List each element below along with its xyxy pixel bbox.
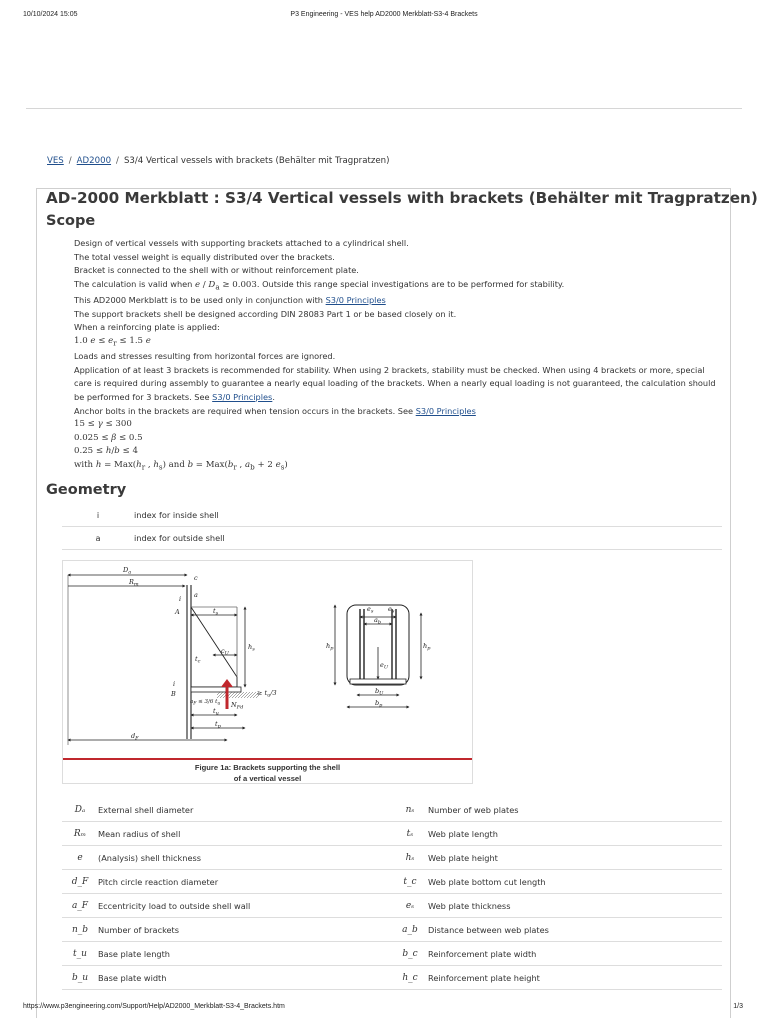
svg-text:tp: $t_p$ [215,720,221,730]
symbol: a_F [62,894,98,918]
print-page-number: 1/3 [733,1003,743,1010]
symbol-description: Pitch circle reaction diameter [98,870,392,894]
svg-text:eU: $e_U$ [380,661,389,671]
index-description: index for outside shell [134,527,722,550]
symbol-description: Mean radius of shell [98,822,392,846]
validity-formula: $e / D_a \ge 0.003$ [194,279,257,292]
symbol-description: Base plate length [98,942,392,966]
validity-text-tail: . Outside this range special investigations are to be performed for stability. [256,278,565,289]
scope-paragraph-text: Application of at least 3 brackets is recommended for stability. When using 2 brackets, stability must be checked. When using 4 brackets or more, special care is required during assembly to guarantee a nearly equal loading of the brackets. When a nearly equal loading is not guaranteed, the calculation should be performed for 3 brackets. See [74,364,716,402]
svg-text:≥ tu/3: ≥ $t_u/3$ [257,689,277,699]
scope-paragraph: Application of at least 3 brackets is recommended for stability. When using 2 brackets, stability must be checked. When using 4 brackets or more, special care is required during assembly to guarantee a nearly equal loading of the brackets. When a nearly equal loading is not guaranteed, the calculation should be performed for 3 brackets. See S3/0 Principles. [74,364,716,402]
bracket-drawing [63,561,472,757]
symbol: Rₘ [62,822,98,846]
print-date: 10/10/2024 15:05 [23,11,78,18]
svg-text:cU: $c_U$ [221,647,229,657]
svg-text:hp: $h_p$ [326,642,334,652]
breadcrumb-link-ad2000[interactable]: AD2000 [76,156,112,166]
breadcrumb-current: S3/4 Vertical vessels with brackets (Behälter mit Tragpratzen) [123,156,390,166]
svg-text:a: a [194,591,198,599]
bracket-figure [62,560,473,784]
svg-text:es: $e_s$ [388,605,395,615]
table-row [62,942,722,966]
symbol: Dₐ [62,798,98,822]
table-row [62,870,722,894]
symbol: a_b [392,918,428,942]
svg-text:bp: $b_p$ [375,699,383,709]
svg-text:ts: $t_s$ [213,607,219,617]
svg-text:i: i [179,595,182,603]
symbol-description: Web plate thickness [428,894,722,918]
svg-text:tc: $t_c$ [195,655,201,665]
svg-text:Rm: $R_m$ [129,578,139,588]
scope-line: The support brackets shell be designed according DIN 28083 Part 1 or be based closely on it. [74,308,457,319]
symbol-description: Web plate height [428,846,722,870]
figure-caption-line: of a vertical vessel [233,773,302,783]
geometry-heading: Geometry [46,482,127,498]
breadcrumb-separator: / [116,156,119,166]
index-description: index for inside shell [134,504,722,527]
validity-text: The calculation is valid when [74,278,193,289]
symbol: e [62,846,98,870]
scope-heading: Scope [46,213,96,229]
svg-text:i: i [173,680,176,688]
svg-text:NFd: $N_{Fd}$ [231,701,244,711]
figure-caption-line: Figure 1a: Brackets supporting the shell [194,763,341,772]
h-b-definition: with $h = Max(h_r$ , $h_s$) and $b = Max(b_r$ , $a_b + 2$ $e_s$) [74,459,288,472]
svg-text:bU: $b_U$ [375,687,384,697]
scope-line [74,294,722,308]
breadcrumb-separator: / [68,156,72,166]
svg-text:B: B [171,690,176,698]
symbol-description: Eccentricity load to outside shell wall [98,894,392,918]
scope-line: The total vessel weight is equally distributed over the brackets. [74,251,335,262]
symbol: nₛ [392,798,428,822]
symbol-description: Base plate width [98,966,392,990]
s3-0-principles-link[interactable]: S3/0 Principles [212,391,273,402]
scope-line [74,278,722,294]
symbol: eₛ [392,894,428,918]
symbol: d_F [62,870,98,894]
s3-0-principles-link[interactable]: S3/0 Principles [415,405,476,416]
symbol: tₛ [392,822,428,846]
symbol-description: Distance between web plates [428,918,722,942]
table-row [62,822,722,846]
page-title: AD-2000 Merkblatt : S3/4 Vertical vessels with brackets (Behälter mit Tragpratzen) [46,189,758,207]
beta-range: 0.025 ≤ β ≤ 0.5 [74,432,143,443]
svg-text:hp: $h_p$ [423,642,431,652]
index-symbol: a [62,527,134,550]
scope-line-text: Anchor bolts in the brackets are required when tension occurs in the brackets. See [74,405,414,416]
svg-text:tu: $t_u$ [213,707,219,717]
symbol: hₛ [392,846,428,870]
svg-text:hs: $h_s$ [248,643,255,653]
h-b-ratio-range: 0.25 ≤ h/b ≤ 4 [74,446,138,457]
svg-text:Da: $D_a$ [123,566,132,576]
table-row [62,846,722,870]
svg-text:c: c [194,574,198,582]
symbol-description: Number of web plates [428,798,722,822]
gamma-range: 15 ≤ γ ≤ 300 [74,419,132,430]
symbol-description: External shell diameter [98,798,392,822]
scope-line-text: This AD2000 Merkblatt is to be used only in conjunction with [74,295,323,306]
symbol: b_u [62,966,98,990]
svg-text:es: $e_s$ [367,605,374,615]
symbol: t_u [62,942,98,966]
scope-line [74,405,722,419]
symbol-description: (Analysis) shell thickness [98,846,392,870]
table-row [62,798,722,822]
table-row [62,966,722,990]
print-title: P3 Engineering - VES help AD2000 Merkblatt-S3-4 Brackets [290,11,478,18]
svg-text:A: A [175,608,180,616]
scope-line: Bracket is connected to the shell with or without reinforcement plate. [74,265,359,276]
symbol-description: Reinforcement plate height [428,966,722,990]
svg-text:aF ≤ 3/6 tu: $a_F \le 3/6$ $t_u$ [190,699,221,707]
svg-text:ab: $a_b$ [374,616,382,626]
reinforcing-plate-condition: 1.0 $e \le e_r \le 1.5$ e [74,335,151,348]
scope-line: Loads and stresses resulting from horizontal forces are ignored. [74,351,336,362]
table-row [62,527,722,550]
scope-text [74,237,722,474]
svg-text:dF: $d_F$ [131,732,139,742]
breadcrumb [47,156,389,166]
symbol: b_c [392,942,428,966]
symbol: h_c [392,966,428,990]
symbol: t_c [392,870,428,894]
symbol-table [62,798,722,990]
symbol-description: Number of brackets [98,918,392,942]
s3-0-principles-link[interactable]: S3/0 Principles [325,295,386,306]
symbol-description: Reinforcement plate width [428,942,722,966]
table-row [62,894,722,918]
table-row [62,504,722,527]
breadcrumb-link-ves[interactable]: VES [47,156,64,166]
scope-line: When a reinforcing plate is applied: [74,322,220,333]
top-divider [26,108,742,109]
figure-caption [63,758,472,784]
scope-line: Design of vertical vessels with supporting brackets attached to a cylindrical shell. [74,238,409,248]
symbol-description: Web plate length [428,822,722,846]
print-url: https://www.p3engineering.com/Support/Help/AD2000_Merkblatt-S3-4_Brackets.htm [23,1003,285,1010]
index-symbol: i [62,504,134,527]
table-row [62,918,722,942]
symbol-description: Web plate bottom cut length [428,870,722,894]
symbol: n_b [62,918,98,942]
index-table [62,504,722,550]
